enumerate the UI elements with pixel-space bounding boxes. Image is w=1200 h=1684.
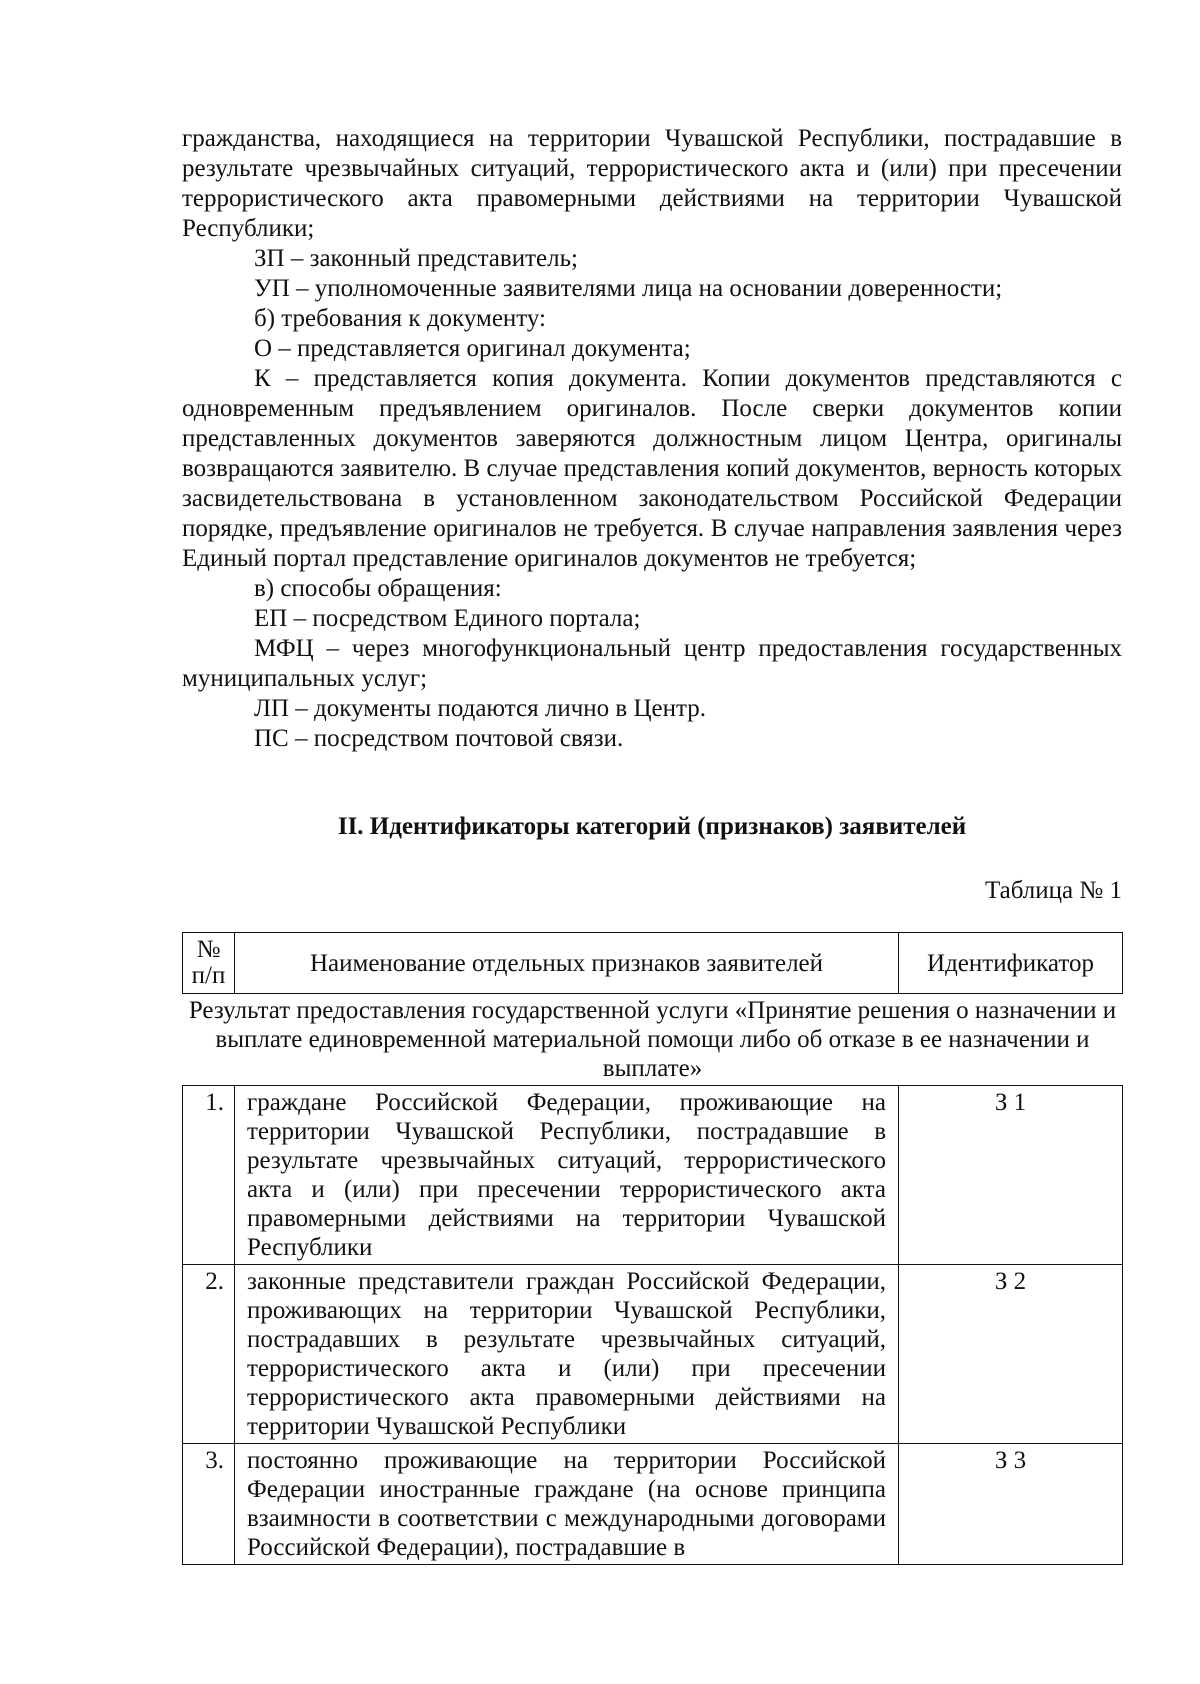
paragraph-up: УП – уполномоченные заявителями лица на основании доверенности; — [254, 275, 1003, 302]
paragraph-lp: ЛП – документы подаются лично в Центр. — [254, 695, 706, 722]
paragraph-zp: ЗП – законный представитель; — [254, 245, 578, 272]
row-number: 3. — [183, 1444, 235, 1565]
row-name: постоянно проживающие на территории Российской Федерации иностранные граждане (на основе принципа взаимности в соответствии с международными договорами Российской Федерации), пострадавшие в — [235, 1444, 899, 1565]
row-number: 2. — [183, 1265, 235, 1444]
section-title: II. Идентификаторы категорий (признаков) заявителей — [337, 813, 967, 840]
table-header-row — [183, 933, 1123, 994]
row-name: законные представители граждан Российской Федерации, проживающих на территории Чувашской Республики, пострадавших в результате чрезвычайных ситуаций, террористического акта и (или) при пресечении террористического акта правомерными действиями на территории Чувашской Республики — [235, 1265, 899, 1444]
table-row — [183, 1444, 1123, 1565]
row-identifier: З 3 — [899, 1444, 1123, 1565]
paragraph-doc-requirements: б) требования к документу: — [254, 305, 547, 332]
paragraph-mfc: МФЦ – через многофункциональный центр предоставления государственных муниципальных услуг; — [182, 635, 1122, 692]
body-text — [182, 124, 1122, 754]
header-name: Наименование отдельных признаков заявителей — [235, 933, 899, 994]
paragraph-original: О – представляется оригинал документа; — [254, 335, 691, 362]
table-group-row — [183, 994, 1123, 1086]
paragraph-ps: ПС – посредством почтовой связи. — [254, 725, 624, 752]
applicant-identifiers-table — [182, 932, 1123, 1565]
header-identifier: Идентификатор — [899, 933, 1123, 994]
row-identifier: З 2 — [899, 1265, 1123, 1444]
row-identifier: З 1 — [899, 1086, 1123, 1265]
row-number: 1. — [183, 1086, 235, 1265]
group-title: Результат предоставления государственной услуги «Принятие решения о назначении и выплате единовременной материальной помощи либо об отказе в ее назначении и выплате» — [183, 994, 1123, 1086]
paragraph-ep: ЕП – посредством Единого портала; — [254, 605, 641, 632]
paragraph-continuation: гражданства, находящиеся на территории Чувашской Республики, пострадавшие в результате чрезвычайных ситуаций, террористического акта и (или) при пресечении террористического акта правомерными действиями на территории Чувашской Республики; — [182, 125, 1122, 242]
header-number: № п/п — [183, 933, 235, 994]
paragraph-request-methods: в) способы обращения: — [254, 575, 502, 602]
table-row — [183, 1086, 1123, 1265]
paragraph-copy: К – представляется копия документа. Копии документов представляются с одновременным предъявлением оригиналов. После сверки документов копии представленных документов заверяются должностным лицом Центра, оригиналы возвращаются заявителю. В случае представления копий документов, верность которых засвидетельствована в установленном законодательством Российской Федерации порядке, предъявление оригиналов не требуется. В случае направления заявления через Единый портал представление оригиналов документов не требуется; — [182, 365, 1122, 572]
table-caption: Таблица № 1 — [984, 877, 1122, 904]
table-row — [183, 1265, 1123, 1444]
row-name: граждане Российской Федерации, проживающие на территории Чувашской Республики, пострадавшие в результате чрезвычайных ситуаций, террористического акта и (или) при пресечении террористического акта правомерными действиями на территории Чувашской Республики — [235, 1086, 899, 1265]
